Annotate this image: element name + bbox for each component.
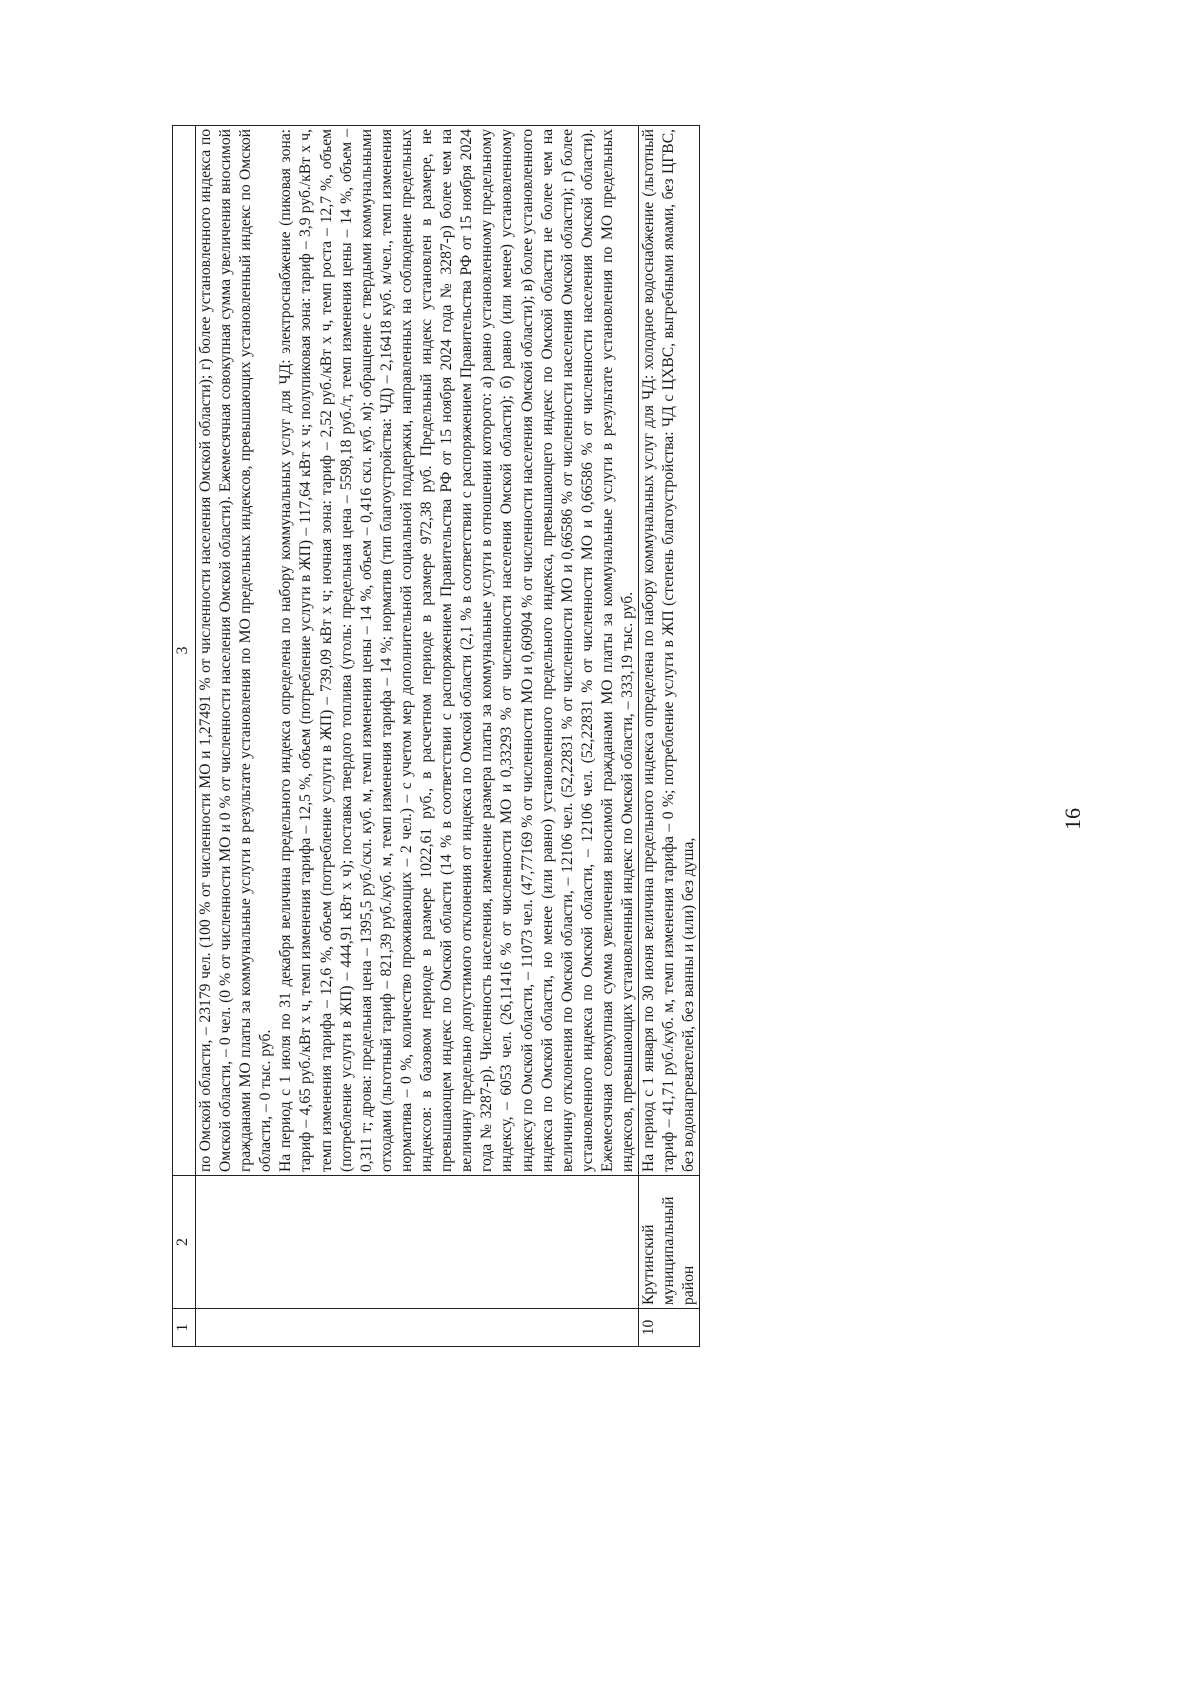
header-col-3: 3: [173, 126, 196, 1176]
table-row: [639, 126, 700, 1347]
paragraph: На период с 1 июля по 31 декабря величина предельного индекса определена по набору коммунальных услуг для ЧД: электроснабжение (пиковая зона: тариф – 4,65 руб./кВт х ч, темп изменения тарифа – 12,5 %, объем (потребление услуги в ЖП) – 117,64 кВт х ч; полупиковая зона: тариф – 3,9 руб./кВт х ч, темп изменения тарифа – 12,6 %, объем (потребление услуги в ЖП) – 739,09 кВт х ч; ночная зона: тариф – 2,52 руб./кВт х ч, темп роста – 12,7 %, объем (потребление услуги в ЖП) – 444,91 кВт х ч); поставка твердого топлива (уголь: предельная цена – 5598,18 руб./т, темп изменения цены – 14 %, объем – 0,311 т; дрова: предельная цена – 1395,5 руб./скл. куб. м, темп изменения цены – 14 %, объем – 0,416 скл. куб. м); обращение с твердыми коммунальными отходами (льготный тариф – 821,39 руб./куб. м, темп изменения тарифа – 14 %; норматив (тип благоустройства: ЧД) – 2,16418 куб. м/чел., темп изменения норматива – 0 %, количество проживающих – 2 чел.) – с учетом мер дополнительной социальной поддержки, направленных на соблюдение предельных индексов: в базовом периоде в размере 1022,61 руб., в расчетном периоде в размере 972,38 руб. Предельный индекс установлен в размере, не превышающем индекс по Омской области (14 % в соответствии с распоряжением Правительства РФ от 15 ноября 2024 года № 3287-р) более чем на величину предельно допустимого отклонения от индекса по Омской области (2,1 % в соответствии с распоряжением Правительства РФ от 15 ноября 2024 года № 3287-р). Численность населения, изменение размера платы за коммунальные услуги в отношении которого: а) равно установленному предельному индексу, – 6053 чел. (26,11416 % от численности МО и 0,33293 % от численности населения Омской области); б) равно (или менее) установленному индексу по Омской области, – 11073 чел. (47,77169 % от численности МО и 0,60904 % от численности населения Омской области); в) более установленного индекса по Омской области, но менее (или равно) установленного предельного индекса, превышающего индекс по Омской области не более чем на величину отклонения по Омской области, – 12106 чел. (52,22831 % от численности МО и 0,66586 % от численности населения Омской области); г) более установленного индекса по Омской области, – 12106 чел. (52,22831 % от численности МО и 0,66586 % от численности населения Омской области). Ежемесячная совокупная сумма увеличения вносимой гражданами МО платы за коммунальные услуги в результате установления по МО предельных индексов, превышающих установленный индекс по Омской области, – 333,19 тыс. руб.: [277, 129, 636, 1172]
paragraph: по Омской области, – 23179 чел. (100 % от численности МО и 1,27491 % от численности населения Омской области); г) более установленного индекса по Омской области, – 0 чел. (0 % от численности МО и 0 % от численности населения Омской области). Ежемесячная совокупная сумма увеличения вносимой гражданами МО платы за коммунальные услуги в результате установления по МО предельных индексов, превышающих установленный индекс по Омской области, – 0 тыс. руб.: [197, 129, 275, 1172]
header-col-2: 2: [173, 1176, 196, 1309]
paragraph: На период с 1 января по 30 июня величина предельного индекса определена по набору коммунальных услуг для ЧД: холодное водоснабжение (льготный тариф – 41,71 руб./куб. м, темп изменения тарифа – 0 %; потребление услуги в ЖП (степень благоустройства: ЧД с ЦХВС, выгребными ямами, без ЦГВС, без водонагревателей, без ванны и (или) без душа,: [640, 129, 698, 1172]
municipality-name: [196, 1176, 639, 1309]
description-cell: [196, 126, 639, 1176]
table-row: [196, 126, 639, 1347]
header-col-1: 1: [173, 1309, 196, 1347]
municipality-name: Крутинский муниципальный район: [639, 1176, 700, 1309]
description-cell: [639, 126, 700, 1176]
data-table: [172, 125, 700, 1347]
table-header-row: [173, 126, 196, 1347]
row-number: [196, 1309, 639, 1347]
page-number: 16: [1060, 808, 1085, 830]
row-number: 10: [639, 1309, 700, 1347]
